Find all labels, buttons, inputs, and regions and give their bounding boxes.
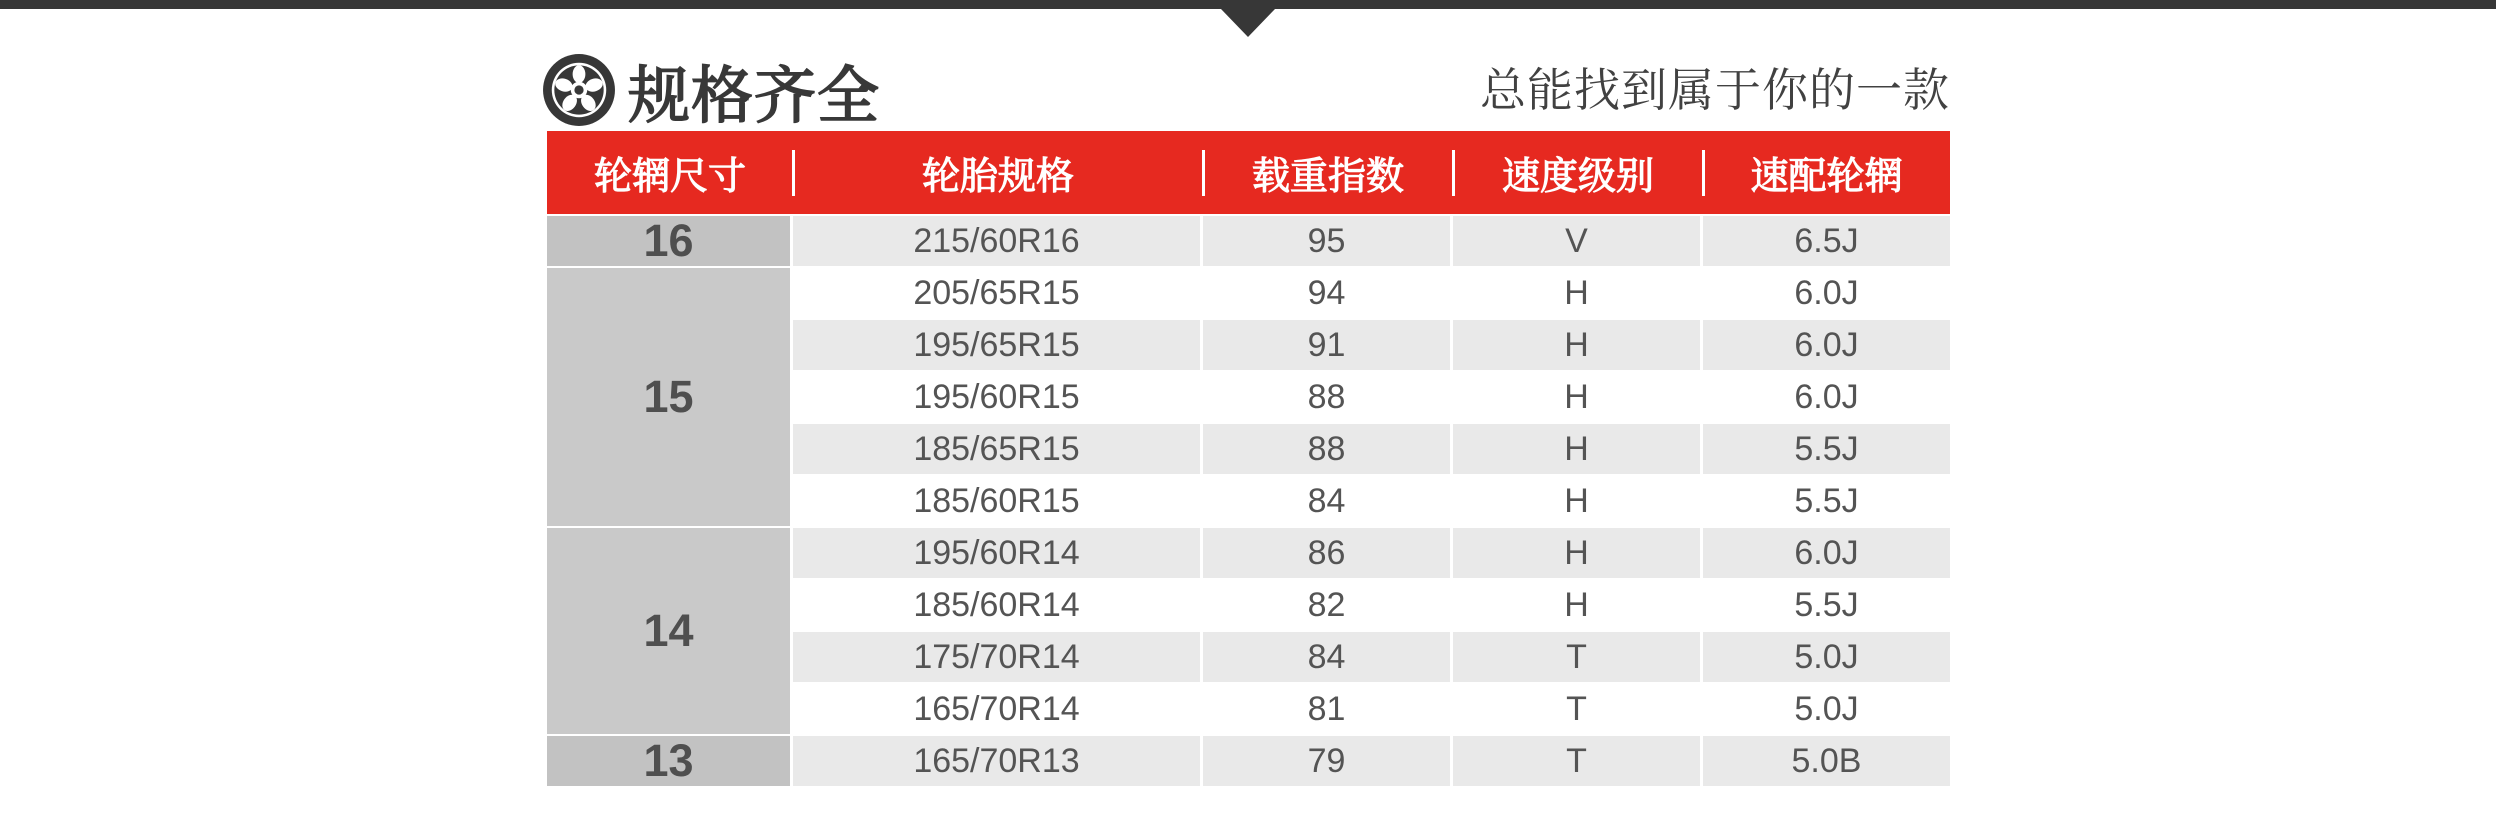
load-index-cell: 91 xyxy=(1203,320,1450,370)
speed-rating-cell: H xyxy=(1453,580,1700,630)
load-index-cell: 95 xyxy=(1203,216,1450,266)
load-index-cell: 88 xyxy=(1203,372,1450,422)
matching-rim-cell: 5.5J xyxy=(1703,476,1950,526)
wheel-size-cell: 14 xyxy=(547,528,790,734)
column-header-speed-rating: 速度级别 xyxy=(1501,156,1654,198)
matching-rim-cell: 5.0J xyxy=(1703,632,1950,682)
speed-rating-cell: T xyxy=(1453,632,1700,682)
wheel-icon xyxy=(542,53,616,127)
section-header xyxy=(542,50,880,130)
table-header-row xyxy=(547,131,1950,214)
matching-rim-cell: 5.0J xyxy=(1703,684,1950,734)
speed-rating-cell: T xyxy=(1453,684,1700,734)
speed-rating-cell: V xyxy=(1453,216,1700,266)
tire-spec-cell: 175/70R14 xyxy=(793,632,1200,682)
speed-rating-cell: H xyxy=(1453,476,1700,526)
speed-rating-cell: H xyxy=(1453,268,1700,318)
header-divider xyxy=(792,150,795,196)
tire-spec-cell: 195/60R14 xyxy=(793,528,1200,578)
column-header-tire-spec: 轮胎规格 xyxy=(921,156,1074,198)
header-divider xyxy=(1202,150,1205,196)
tire-spec-cell: 195/65R15 xyxy=(793,320,1200,370)
column-header-wheel-size: 轮辋尺寸 xyxy=(593,156,746,198)
tire-spec-cell: 215/60R16 xyxy=(793,216,1200,266)
load-index-cell: 94 xyxy=(1203,268,1450,318)
header-divider xyxy=(1452,150,1455,196)
down-arrow-pointer xyxy=(1221,9,1275,37)
matching-rim-cell: 5.0B xyxy=(1703,736,1950,786)
wheel-size-cell: 13 xyxy=(547,736,790,786)
speed-rating-cell: H xyxy=(1453,320,1700,370)
matching-rim-cell: 6.5J xyxy=(1703,216,1950,266)
matching-rim-cell: 5.5J xyxy=(1703,580,1950,630)
tire-spec-cell: 205/65R15 xyxy=(793,268,1200,318)
load-index-cell: 88 xyxy=(1203,424,1450,474)
spec-table xyxy=(547,131,1950,786)
section-subtitle: 总能找到属于你的一款 xyxy=(1480,64,1950,116)
column-header-load-index: 载重指数 xyxy=(1251,156,1404,198)
speed-rating-cell: H xyxy=(1453,372,1700,422)
matching-rim-cell: 6.0J xyxy=(1703,528,1950,578)
matching-rim-cell: 6.0J xyxy=(1703,372,1950,422)
matching-rim-cell: 6.0J xyxy=(1703,268,1950,318)
header-divider xyxy=(1702,150,1705,196)
table-body xyxy=(547,216,1950,786)
speed-rating-cell: H xyxy=(1453,424,1700,474)
speed-rating-cell: H xyxy=(1453,528,1700,578)
top-banner-bar xyxy=(0,0,2496,9)
load-index-cell: 86 xyxy=(1203,528,1450,578)
matching-rim-cell: 5.5J xyxy=(1703,424,1950,474)
load-index-cell: 84 xyxy=(1203,632,1450,682)
tire-spec-cell: 195/60R15 xyxy=(793,372,1200,422)
tire-spec-cell: 165/70R13 xyxy=(793,736,1200,786)
page-title: 规格齐全 xyxy=(628,61,881,131)
speed-rating-cell: T xyxy=(1453,736,1700,786)
tire-spec-cell: 185/65R15 xyxy=(793,424,1200,474)
column-header-matching-rim: 速配轮辋 xyxy=(1750,156,1903,198)
load-index-cell: 79 xyxy=(1203,736,1450,786)
load-index-cell: 82 xyxy=(1203,580,1450,630)
tire-spec-cell: 185/60R15 xyxy=(793,476,1200,526)
wheel-size-cell: 16 xyxy=(547,216,790,266)
tire-spec-cell: 165/70R14 xyxy=(793,684,1200,734)
wheel-size-cell: 15 xyxy=(547,268,790,526)
load-index-cell: 84 xyxy=(1203,476,1450,526)
tire-spec-cell: 185/60R14 xyxy=(793,580,1200,630)
load-index-cell: 81 xyxy=(1203,684,1450,734)
matching-rim-cell: 6.0J xyxy=(1703,320,1950,370)
